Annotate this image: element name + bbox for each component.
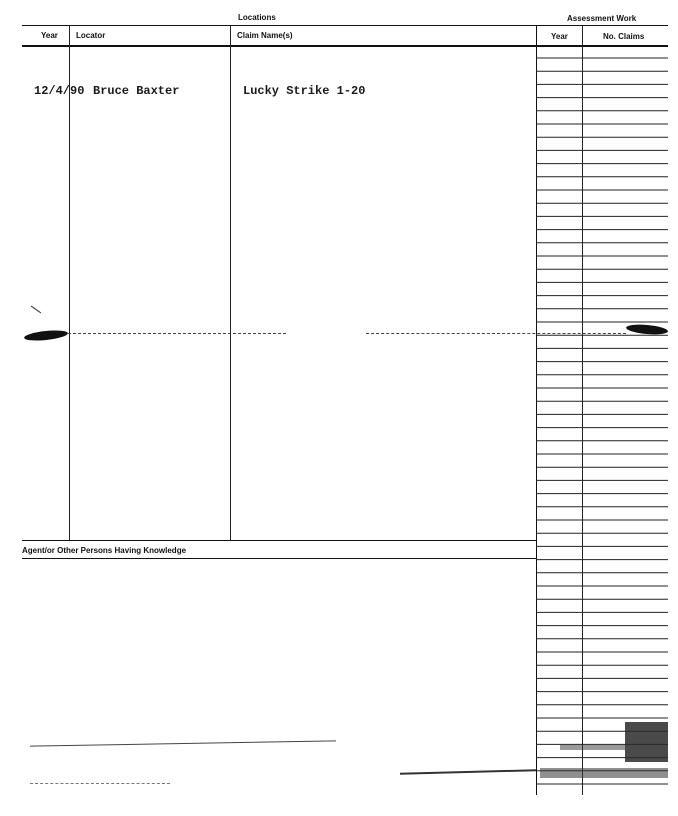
scan-dashes-bottom-left [30, 783, 170, 784]
col-header-assessment-year: Year [551, 32, 568, 41]
scan-noise-block [625, 722, 668, 762]
col-header-year: Year [41, 31, 58, 40]
entry-year: 12/4/90 [34, 84, 85, 98]
agent-section-label: Agent/or Other Persons Having Knowledge [22, 546, 187, 555]
entry-locator: Bruce Baxter [93, 84, 180, 98]
locations-title: Locations [238, 13, 276, 22]
scan-noise-bottom [540, 768, 668, 778]
entry-claim-name: Lucky Strike 1-20 [243, 84, 366, 98]
col-header-no-claims: No. Claims [603, 32, 645, 41]
assessment-work-title: Assessment Work [567, 14, 637, 23]
scan-noise-band [560, 744, 625, 750]
col-header-claim-names: Claim Name(s) [237, 31, 293, 40]
col-header-locator: Locator [76, 31, 106, 40]
